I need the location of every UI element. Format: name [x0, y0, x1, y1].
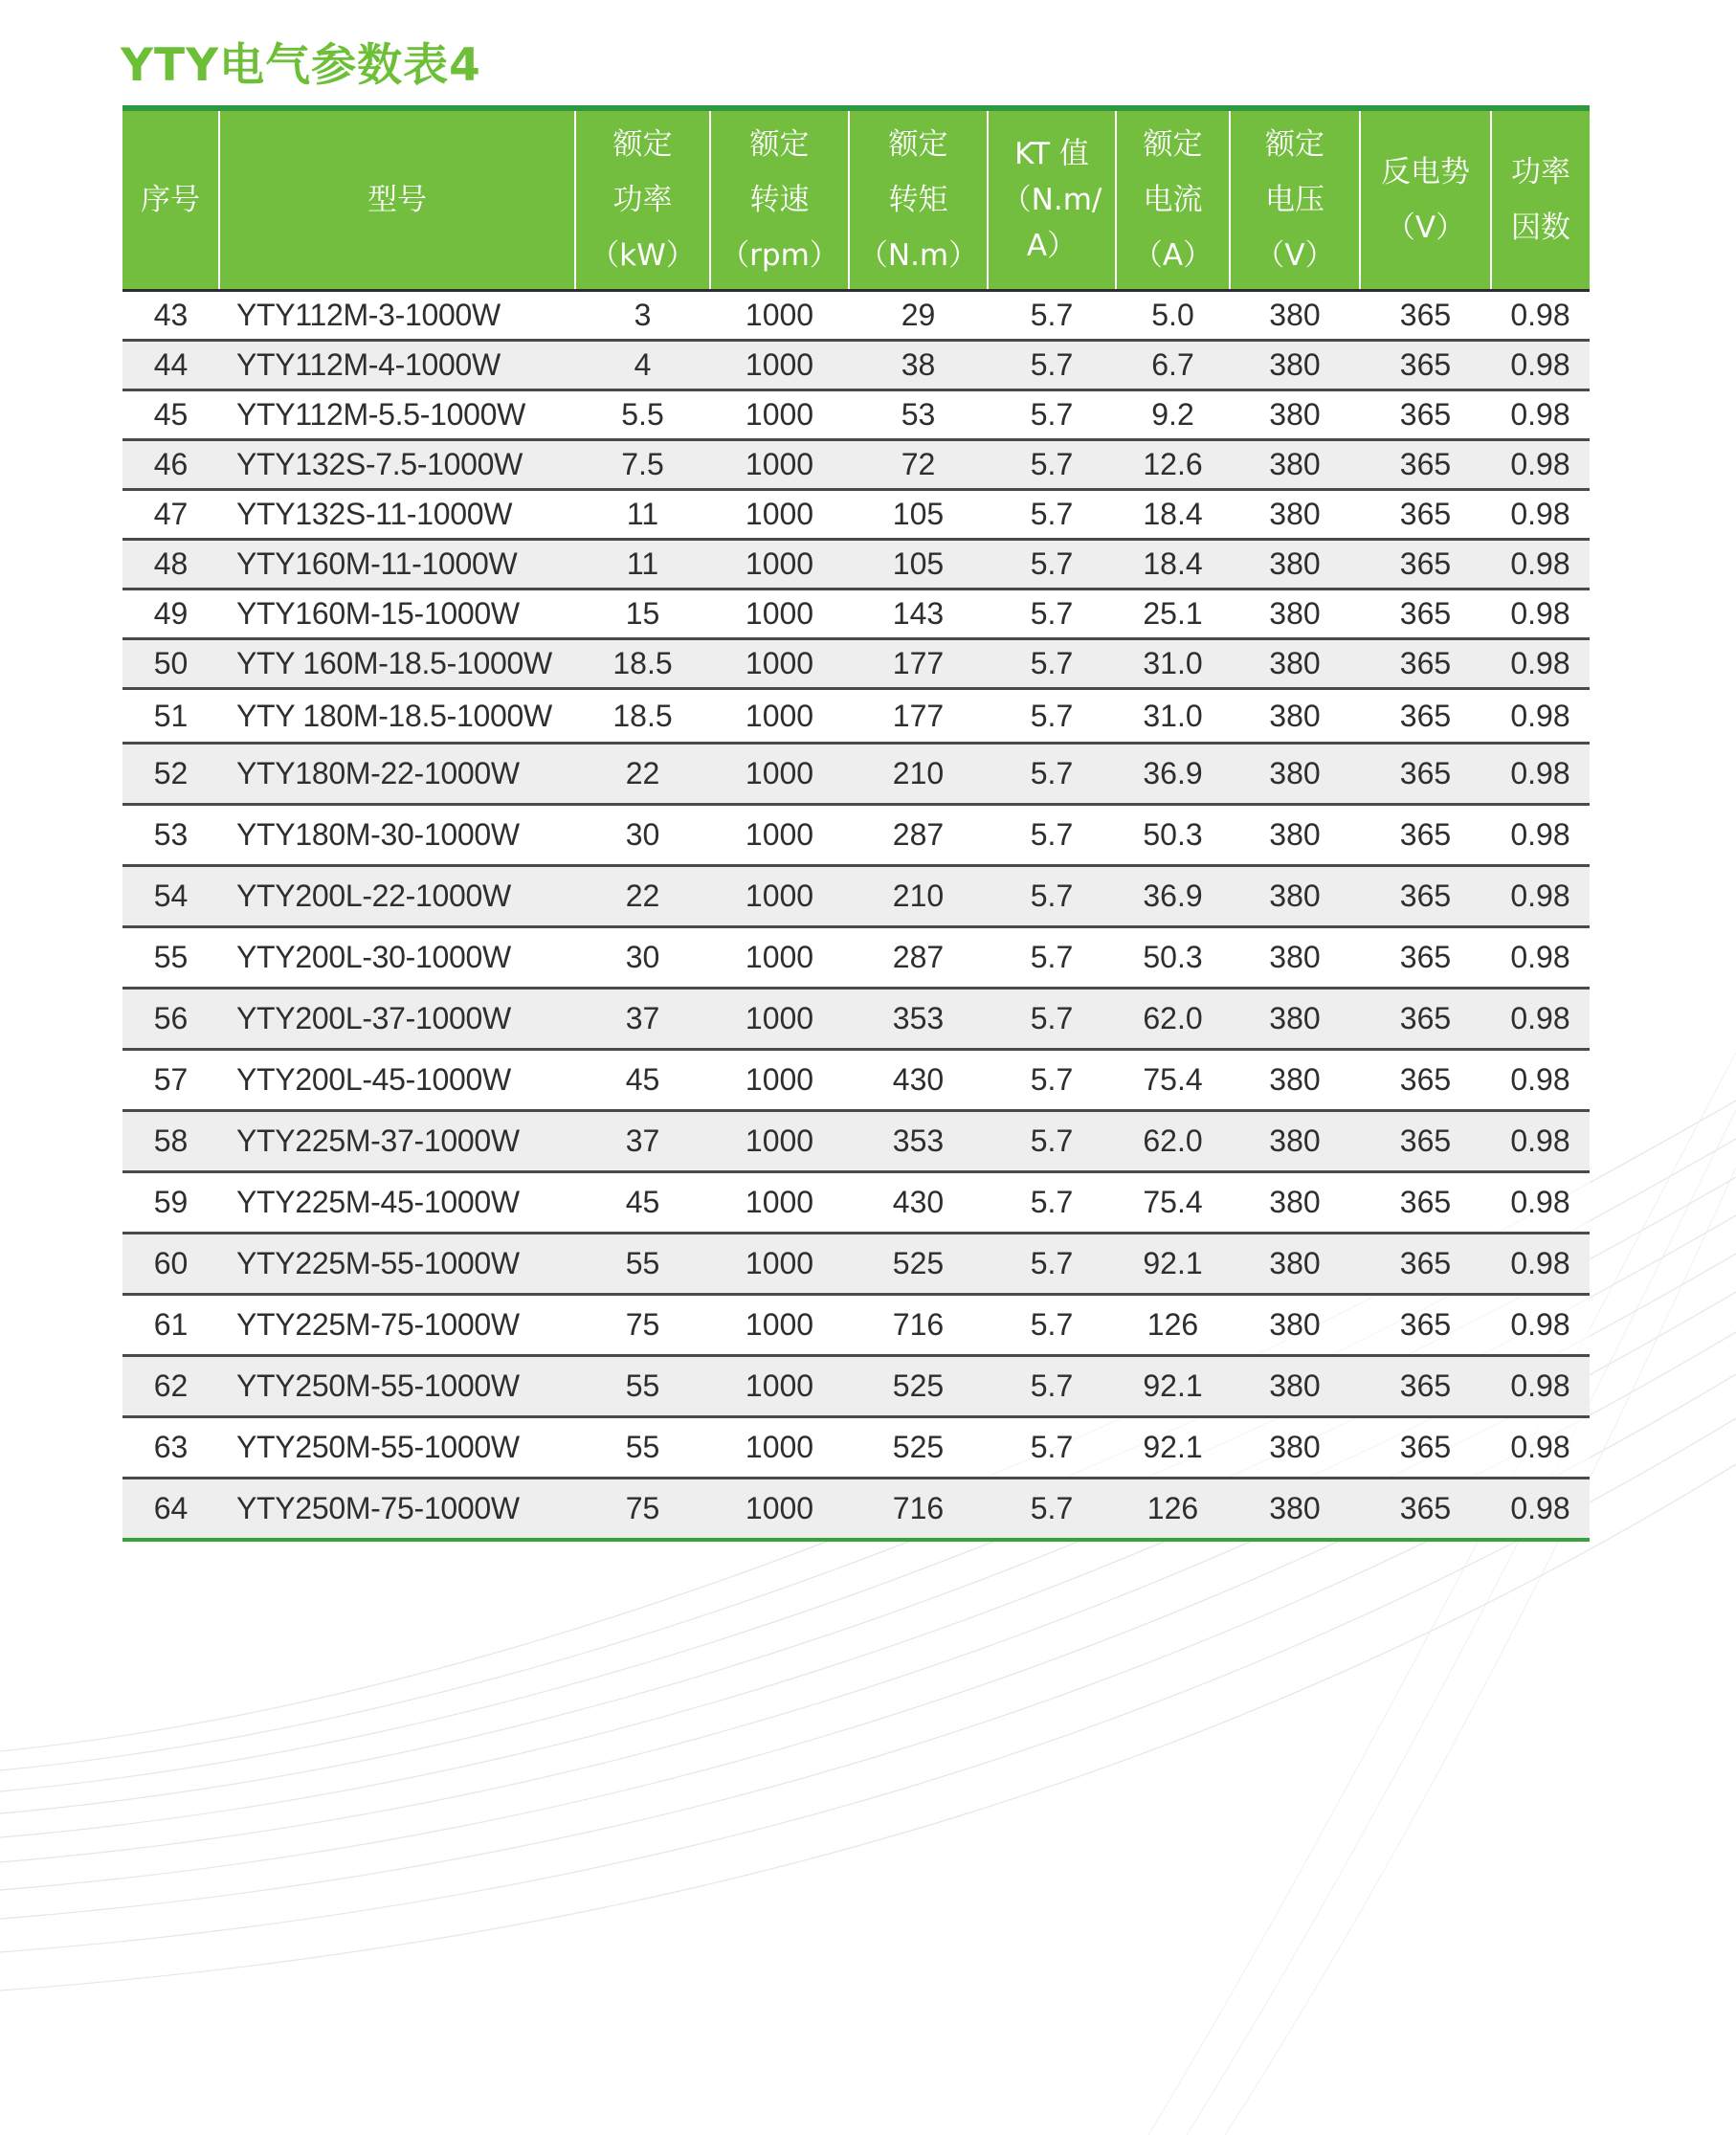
cell-current: 36.9: [1116, 866, 1230, 927]
cell-current: 31.0: [1116, 639, 1230, 689]
cell-torque: 210: [849, 744, 988, 805]
table-row: [122, 390, 1590, 440]
cell-current: 25.1: [1116, 589, 1230, 639]
cell-power: 37: [575, 1111, 710, 1172]
cell-backemf: 365: [1360, 866, 1491, 927]
cell-backemf: 365: [1360, 1111, 1491, 1172]
cell-current: 92.1: [1116, 1234, 1230, 1295]
cell-torque: 430: [849, 1172, 988, 1234]
cell-model: YTY 180M-18.5-1000W: [219, 689, 575, 744]
cell-voltage: 380: [1230, 1356, 1360, 1417]
cell-voltage: 380: [1230, 589, 1360, 639]
cell-kt: 5.7: [988, 1479, 1116, 1540]
cell-voltage: 380: [1230, 866, 1360, 927]
cell-no: 50: [122, 639, 219, 689]
cell-kt: 5.7: [988, 291, 1116, 341]
cell-pf: 0.98: [1491, 1479, 1590, 1540]
cell-backemf: 365: [1360, 490, 1491, 540]
cell-power: 4: [575, 341, 710, 390]
cell-no: 52: [122, 744, 219, 805]
table-row: [122, 1356, 1590, 1417]
cell-power: 11: [575, 490, 710, 540]
cell-kt: 5.7: [988, 744, 1116, 805]
cell-no: 63: [122, 1417, 219, 1479]
column-header-line: 因数: [1511, 211, 1570, 245]
column-header-backemf: [1360, 108, 1491, 291]
column-header-line: 额定: [749, 127, 810, 162]
cell-speed: 1000: [710, 866, 849, 927]
cell-power: 55: [575, 1234, 710, 1295]
cell-current: 126: [1116, 1479, 1230, 1540]
column-header-line: KT 值: [1014, 137, 1089, 171]
cell-torque: 525: [849, 1234, 988, 1295]
cell-voltage: 380: [1230, 1479, 1360, 1540]
cell-no: 59: [122, 1172, 219, 1234]
cell-no: 48: [122, 540, 219, 589]
cell-no: 46: [122, 440, 219, 490]
cell-torque: 353: [849, 989, 988, 1050]
cell-current: 18.4: [1116, 540, 1230, 589]
cell-power: 5.5: [575, 390, 710, 440]
column-header-line: 型号: [367, 183, 427, 217]
cell-no: 60: [122, 1234, 219, 1295]
cell-backemf: 365: [1360, 927, 1491, 989]
cell-voltage: 380: [1230, 341, 1360, 390]
cell-backemf: 365: [1360, 1479, 1491, 1540]
cell-current: 36.9: [1116, 744, 1230, 805]
cell-power: 30: [575, 805, 710, 866]
cell-current: 62.0: [1116, 1111, 1230, 1172]
cell-pf: 0.98: [1491, 1356, 1590, 1417]
cell-no: 56: [122, 989, 219, 1050]
cell-kt: 5.7: [988, 1295, 1116, 1356]
cell-no: 44: [122, 341, 219, 390]
cell-speed: 1000: [710, 589, 849, 639]
cell-kt: 5.7: [988, 989, 1116, 1050]
cell-power: 45: [575, 1050, 710, 1111]
column-header-line: 额定: [1143, 127, 1203, 162]
cell-kt: 5.7: [988, 490, 1116, 540]
cell-kt: 5.7: [988, 589, 1116, 639]
column-header-line: 功率: [612, 183, 673, 217]
column-header-line: （kW）: [590, 238, 696, 273]
cell-pf: 0.98: [1491, 1417, 1590, 1479]
cell-power: 55: [575, 1417, 710, 1479]
cell-torque: 287: [849, 805, 988, 866]
cell-no: 51: [122, 689, 219, 744]
cell-torque: 287: [849, 927, 988, 989]
cell-power: 22: [575, 866, 710, 927]
cell-voltage: 380: [1230, 989, 1360, 1050]
cell-kt: 5.7: [988, 689, 1116, 744]
cell-power: 11: [575, 540, 710, 589]
cell-model: YTY250M-55-1000W: [219, 1356, 575, 1417]
cell-pf: 0.98: [1491, 1172, 1590, 1234]
cell-pf: 0.98: [1491, 1050, 1590, 1111]
cell-pf: 0.98: [1491, 805, 1590, 866]
cell-kt: 5.7: [988, 1111, 1116, 1172]
cell-kt: 5.7: [988, 1356, 1116, 1417]
column-header-line: A）: [1026, 229, 1078, 263]
cell-backemf: 365: [1360, 744, 1491, 805]
cell-current: 50.3: [1116, 927, 1230, 989]
cell-speed: 1000: [710, 540, 849, 589]
cell-no: 64: [122, 1479, 219, 1540]
cell-pf: 0.98: [1491, 989, 1590, 1050]
cell-speed: 1000: [710, 744, 849, 805]
table-row: [122, 1417, 1590, 1479]
cell-backemf: 365: [1360, 1172, 1491, 1234]
cell-pf: 0.98: [1491, 1234, 1590, 1295]
cell-pf: 0.98: [1491, 540, 1590, 589]
cell-kt: 5.7: [988, 1234, 1116, 1295]
cell-kt: 5.7: [988, 1172, 1116, 1234]
cell-voltage: 380: [1230, 1050, 1360, 1111]
table-row: [122, 989, 1590, 1050]
column-header-line: （N.m）: [857, 238, 979, 273]
cell-torque: 177: [849, 689, 988, 744]
cell-voltage: 380: [1230, 1111, 1360, 1172]
cell-current: 6.7: [1116, 341, 1230, 390]
cell-pf: 0.98: [1491, 589, 1590, 639]
table-row: [122, 1172, 1590, 1234]
cell-no: 45: [122, 390, 219, 440]
column-header-line: 额定: [888, 127, 948, 162]
cell-voltage: 380: [1230, 927, 1360, 989]
cell-power: 37: [575, 989, 710, 1050]
cell-pf: 0.98: [1491, 744, 1590, 805]
cell-torque: 210: [849, 866, 988, 927]
column-header-line: 功率: [1511, 155, 1570, 189]
table-row: [122, 639, 1590, 689]
cell-backemf: 365: [1360, 390, 1491, 440]
cell-model: YTY200L-30-1000W: [219, 927, 575, 989]
cell-torque: 72: [849, 440, 988, 490]
header-row: [122, 108, 1590, 291]
cell-no: 61: [122, 1295, 219, 1356]
table-row: [122, 1050, 1590, 1111]
cell-backemf: 365: [1360, 1356, 1491, 1417]
cell-voltage: 380: [1230, 291, 1360, 341]
cell-current: 5.0: [1116, 291, 1230, 341]
cell-model: YTY132S-11-1000W: [219, 490, 575, 540]
table-row: [122, 1295, 1590, 1356]
cell-model: YTY225M-37-1000W: [219, 1111, 575, 1172]
cell-current: 75.4: [1116, 1172, 1230, 1234]
table-row: [122, 1479, 1590, 1540]
cell-model: YTY250M-75-1000W: [219, 1479, 575, 1540]
column-header-line: （V）: [1255, 238, 1335, 273]
cell-pf: 0.98: [1491, 341, 1590, 390]
cell-speed: 1000: [710, 927, 849, 989]
table-row: [122, 744, 1590, 805]
cell-torque: 525: [849, 1417, 988, 1479]
cell-voltage: 380: [1230, 1417, 1360, 1479]
cell-torque: 53: [849, 390, 988, 440]
cell-kt: 5.7: [988, 440, 1116, 490]
cell-current: 75.4: [1116, 1050, 1230, 1111]
cell-pf: 0.98: [1491, 689, 1590, 744]
column-header-speed: [710, 108, 849, 291]
column-header-kt: [988, 108, 1116, 291]
cell-kt: 5.7: [988, 540, 1116, 589]
cell-torque: 353: [849, 1111, 988, 1172]
cell-power: 75: [575, 1479, 710, 1540]
cell-model: YTY200L-45-1000W: [219, 1050, 575, 1111]
column-header-power: [575, 108, 710, 291]
cell-model: YTY132S-7.5-1000W: [219, 440, 575, 490]
cell-model: YTY225M-45-1000W: [219, 1172, 575, 1234]
table-body: [122, 291, 1590, 1540]
cell-model: YTY200L-22-1000W: [219, 866, 575, 927]
column-header-line: 电流: [1143, 183, 1203, 217]
table-row: [122, 805, 1590, 866]
table-header: [122, 108, 1590, 291]
cell-torque: 430: [849, 1050, 988, 1111]
cell-speed: 1000: [710, 639, 849, 689]
cell-speed: 1000: [710, 390, 849, 440]
electrical-parameters-table: [122, 105, 1590, 1542]
cell-current: 62.0: [1116, 989, 1230, 1050]
cell-no: 54: [122, 866, 219, 927]
table-row: [122, 689, 1590, 744]
cell-power: 7.5: [575, 440, 710, 490]
cell-speed: 1000: [710, 291, 849, 341]
column-header-line: （V）: [1385, 211, 1466, 245]
cell-speed: 1000: [710, 689, 849, 744]
cell-torque: 38: [849, 341, 988, 390]
cell-model: YTY225M-55-1000W: [219, 1234, 575, 1295]
cell-kt: 5.7: [988, 390, 1116, 440]
cell-backemf: 365: [1360, 1234, 1491, 1295]
column-header-line: 额定: [1265, 127, 1324, 162]
column-header-line: 转速: [749, 183, 810, 217]
column-header-line: （A）: [1132, 238, 1213, 273]
cell-power: 15: [575, 589, 710, 639]
cell-kt: 5.7: [988, 866, 1116, 927]
cell-torque: 177: [849, 639, 988, 689]
cell-kt: 5.7: [988, 805, 1116, 866]
cell-speed: 1000: [710, 1111, 849, 1172]
cell-model: YTY160M-15-1000W: [219, 589, 575, 639]
cell-speed: 1000: [710, 440, 849, 490]
cell-model: YTY180M-22-1000W: [219, 744, 575, 805]
cell-current: 92.1: [1116, 1417, 1230, 1479]
cell-backemf: 365: [1360, 1050, 1491, 1111]
column-header-torque: [849, 108, 988, 291]
cell-speed: 1000: [710, 989, 849, 1050]
cell-power: 75: [575, 1295, 710, 1356]
column-header-line: （N.m/: [1001, 183, 1102, 217]
cell-voltage: 380: [1230, 689, 1360, 744]
cell-voltage: 380: [1230, 1234, 1360, 1295]
page-title: YTY电气参数表4: [121, 39, 481, 92]
cell-power: 45: [575, 1172, 710, 1234]
cell-speed: 1000: [710, 490, 849, 540]
cell-backemf: 365: [1360, 291, 1491, 341]
cell-voltage: 380: [1230, 805, 1360, 866]
cell-power: 55: [575, 1356, 710, 1417]
cell-power: 30: [575, 927, 710, 989]
cell-torque: 143: [849, 589, 988, 639]
cell-speed: 1000: [710, 1050, 849, 1111]
cell-kt: 5.7: [988, 341, 1116, 390]
cell-voltage: 380: [1230, 540, 1360, 589]
cell-backemf: 365: [1360, 989, 1491, 1050]
cell-power: 22: [575, 744, 710, 805]
cell-kt: 5.7: [988, 927, 1116, 989]
cell-backemf: 365: [1360, 639, 1491, 689]
cell-backemf: 365: [1360, 589, 1491, 639]
cell-no: 43: [122, 291, 219, 341]
table-row: [122, 866, 1590, 927]
column-header-line: 转矩: [888, 183, 948, 217]
table-row: [122, 291, 1590, 341]
column-header-line: 反电势: [1381, 155, 1470, 189]
cell-voltage: 380: [1230, 744, 1360, 805]
cell-kt: 5.7: [988, 639, 1116, 689]
cell-pf: 0.98: [1491, 291, 1590, 341]
cell-voltage: 380: [1230, 1295, 1360, 1356]
column-header-line: 电压: [1265, 183, 1324, 217]
column-header-pf: [1491, 108, 1590, 291]
cell-model: YTY160M-11-1000W: [219, 540, 575, 589]
cell-pf: 0.98: [1491, 1295, 1590, 1356]
cell-speed: 1000: [710, 1417, 849, 1479]
table-row: [122, 341, 1590, 390]
cell-pf: 0.98: [1491, 866, 1590, 927]
cell-voltage: 380: [1230, 639, 1360, 689]
cell-current: 9.2: [1116, 390, 1230, 440]
column-header-line: 额定: [612, 127, 673, 162]
column-header-model: [219, 108, 575, 291]
table-row: [122, 927, 1590, 989]
cell-current: 126: [1116, 1295, 1230, 1356]
cell-torque: 716: [849, 1295, 988, 1356]
column-header-line: 序号: [141, 183, 200, 217]
cell-no: 55: [122, 927, 219, 989]
cell-model: YTY 160M-18.5-1000W: [219, 639, 575, 689]
table-row: [122, 440, 1590, 490]
cell-speed: 1000: [710, 1295, 849, 1356]
cell-kt: 5.7: [988, 1417, 1116, 1479]
cell-model: YTY225M-75-1000W: [219, 1295, 575, 1356]
cell-backemf: 365: [1360, 1417, 1491, 1479]
cell-no: 58: [122, 1111, 219, 1172]
cell-model: YTY112M-5.5-1000W: [219, 390, 575, 440]
cell-model: YTY112M-4-1000W: [219, 341, 575, 390]
cell-current: 18.4: [1116, 490, 1230, 540]
cell-voltage: 380: [1230, 440, 1360, 490]
table-row: [122, 1111, 1590, 1172]
cell-no: 49: [122, 589, 219, 639]
table-row: [122, 490, 1590, 540]
cell-backemf: 365: [1360, 1295, 1491, 1356]
cell-no: 47: [122, 490, 219, 540]
cell-model: YTY250M-55-1000W: [219, 1417, 575, 1479]
table-row: [122, 540, 1590, 589]
cell-pf: 0.98: [1491, 927, 1590, 989]
table-row: [122, 1234, 1590, 1295]
column-header-voltage: [1230, 108, 1360, 291]
cell-speed: 1000: [710, 1356, 849, 1417]
cell-torque: 716: [849, 1479, 988, 1540]
cell-current: 12.6: [1116, 440, 1230, 490]
cell-backemf: 365: [1360, 341, 1491, 390]
cell-voltage: 380: [1230, 490, 1360, 540]
cell-current: 92.1: [1116, 1356, 1230, 1417]
cell-speed: 1000: [710, 805, 849, 866]
cell-model: YTY112M-3-1000W: [219, 291, 575, 341]
cell-torque: 105: [849, 540, 988, 589]
cell-speed: 1000: [710, 341, 849, 390]
cell-no: 62: [122, 1356, 219, 1417]
cell-backemf: 365: [1360, 540, 1491, 589]
cell-no: 53: [122, 805, 219, 866]
cell-power: 3: [575, 291, 710, 341]
cell-torque: 29: [849, 291, 988, 341]
cell-torque: 105: [849, 490, 988, 540]
column-header-current: [1116, 108, 1230, 291]
cell-pf: 0.98: [1491, 1111, 1590, 1172]
cell-backemf: 365: [1360, 805, 1491, 866]
cell-voltage: 380: [1230, 390, 1360, 440]
cell-pf: 0.98: [1491, 490, 1590, 540]
cell-backemf: 365: [1360, 440, 1491, 490]
cell-pf: 0.98: [1491, 639, 1590, 689]
cell-model: YTY180M-30-1000W: [219, 805, 575, 866]
cell-speed: 1000: [710, 1172, 849, 1234]
cell-speed: 1000: [710, 1479, 849, 1540]
cell-pf: 0.98: [1491, 390, 1590, 440]
table-row: [122, 589, 1590, 639]
cell-current: 50.3: [1116, 805, 1230, 866]
column-header-line: （rpm）: [720, 238, 839, 273]
cell-no: 57: [122, 1050, 219, 1111]
cell-model: YTY200L-37-1000W: [219, 989, 575, 1050]
cell-voltage: 380: [1230, 1172, 1360, 1234]
cell-pf: 0.98: [1491, 440, 1590, 490]
cell-power: 18.5: [575, 689, 710, 744]
cell-current: 31.0: [1116, 689, 1230, 744]
cell-speed: 1000: [710, 1234, 849, 1295]
cell-power: 18.5: [575, 639, 710, 689]
cell-kt: 5.7: [988, 1050, 1116, 1111]
cell-backemf: 365: [1360, 689, 1491, 744]
column-header-no: [122, 108, 219, 291]
cell-torque: 525: [849, 1356, 988, 1417]
